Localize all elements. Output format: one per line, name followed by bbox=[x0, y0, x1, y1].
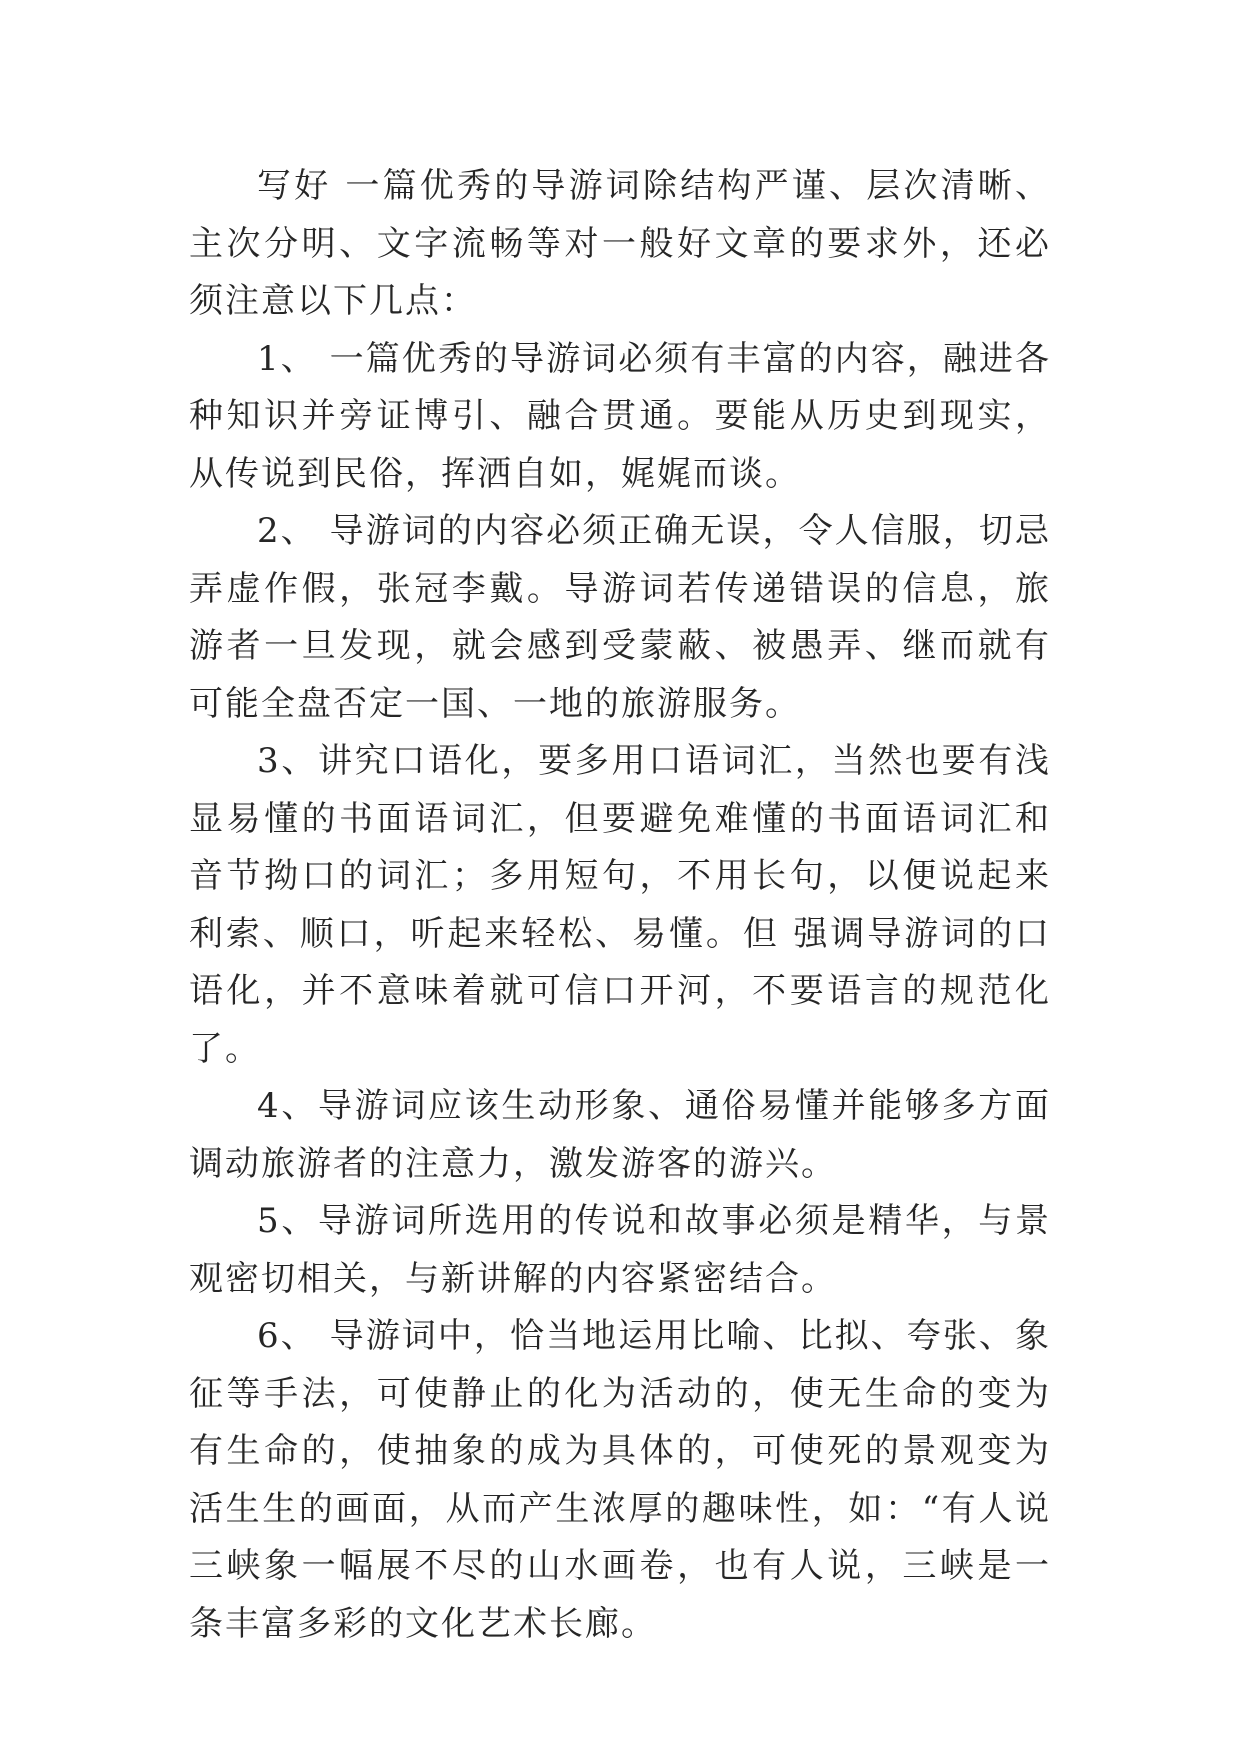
point-3-paragraph: 3、讲究口语化，要多用口语词汇，当然也要有浅显易懂的书面语词汇，但要避免难懂的书面语词汇和音节拗口的词汇；多用短句，不用长句，以便说起来利索、顺口，听起来轻松、易懂。但 强调导游词的口语化，并不意味着就可信口开河，不要语言的规范化了。 bbox=[189, 741, 1051, 1069]
point-5-paragraph: 5、导游词所选用的传说和故事必须是精华，与景观密切相关，与新讲解的内容紧密结合。 bbox=[189, 1201, 1051, 1299]
intro-paragraph: 写好 一篇优秀的导游词除结构严谨、层次清晰、主次分明、文字流畅等对一般好文章的要求外，还必须注意以下几点： bbox=[189, 166, 1051, 321]
point-2-paragraph: 2、 导游词的内容必须正确无误，令人信服，切忌弄虚作假，张冠李戴。导游词若传递错误的信息，旅游者一旦发现，就会感到受蒙蔽、被愚弄、继而就有可能全盘否定一国、一地的旅游服务。 bbox=[189, 511, 1051, 724]
point-6-paragraph: 6、 导游词中，恰当地运用比喻、比拟、夸张、象征等手法，可使静止的化为活动的，使无生命的变为有生命的，使抽象的成为具体的，可使死的景观变为活生生的画面，从而产生浓厚的趣味性，如：“有人说三峡象一幅展不尽的山水画卷，也有人说，三峡是一条丰富多彩的文化艺术长廊。 bbox=[189, 1316, 1051, 1644]
point-4-paragraph: 4、导游词应该生动形象、通俗易懂并能够多方面调动旅游者的注意力，激发游客的游兴。 bbox=[189, 1086, 1051, 1184]
point-1-paragraph: 1、 一篇优秀的导游词必须有丰富的内容，融进各种知识并旁证博引、融合贯通。要能从历史到现实，从传说到民俗，挥洒自如，娓娓而谈。 bbox=[189, 338, 1051, 494]
document-body bbox=[189, 158, 1051, 1653]
